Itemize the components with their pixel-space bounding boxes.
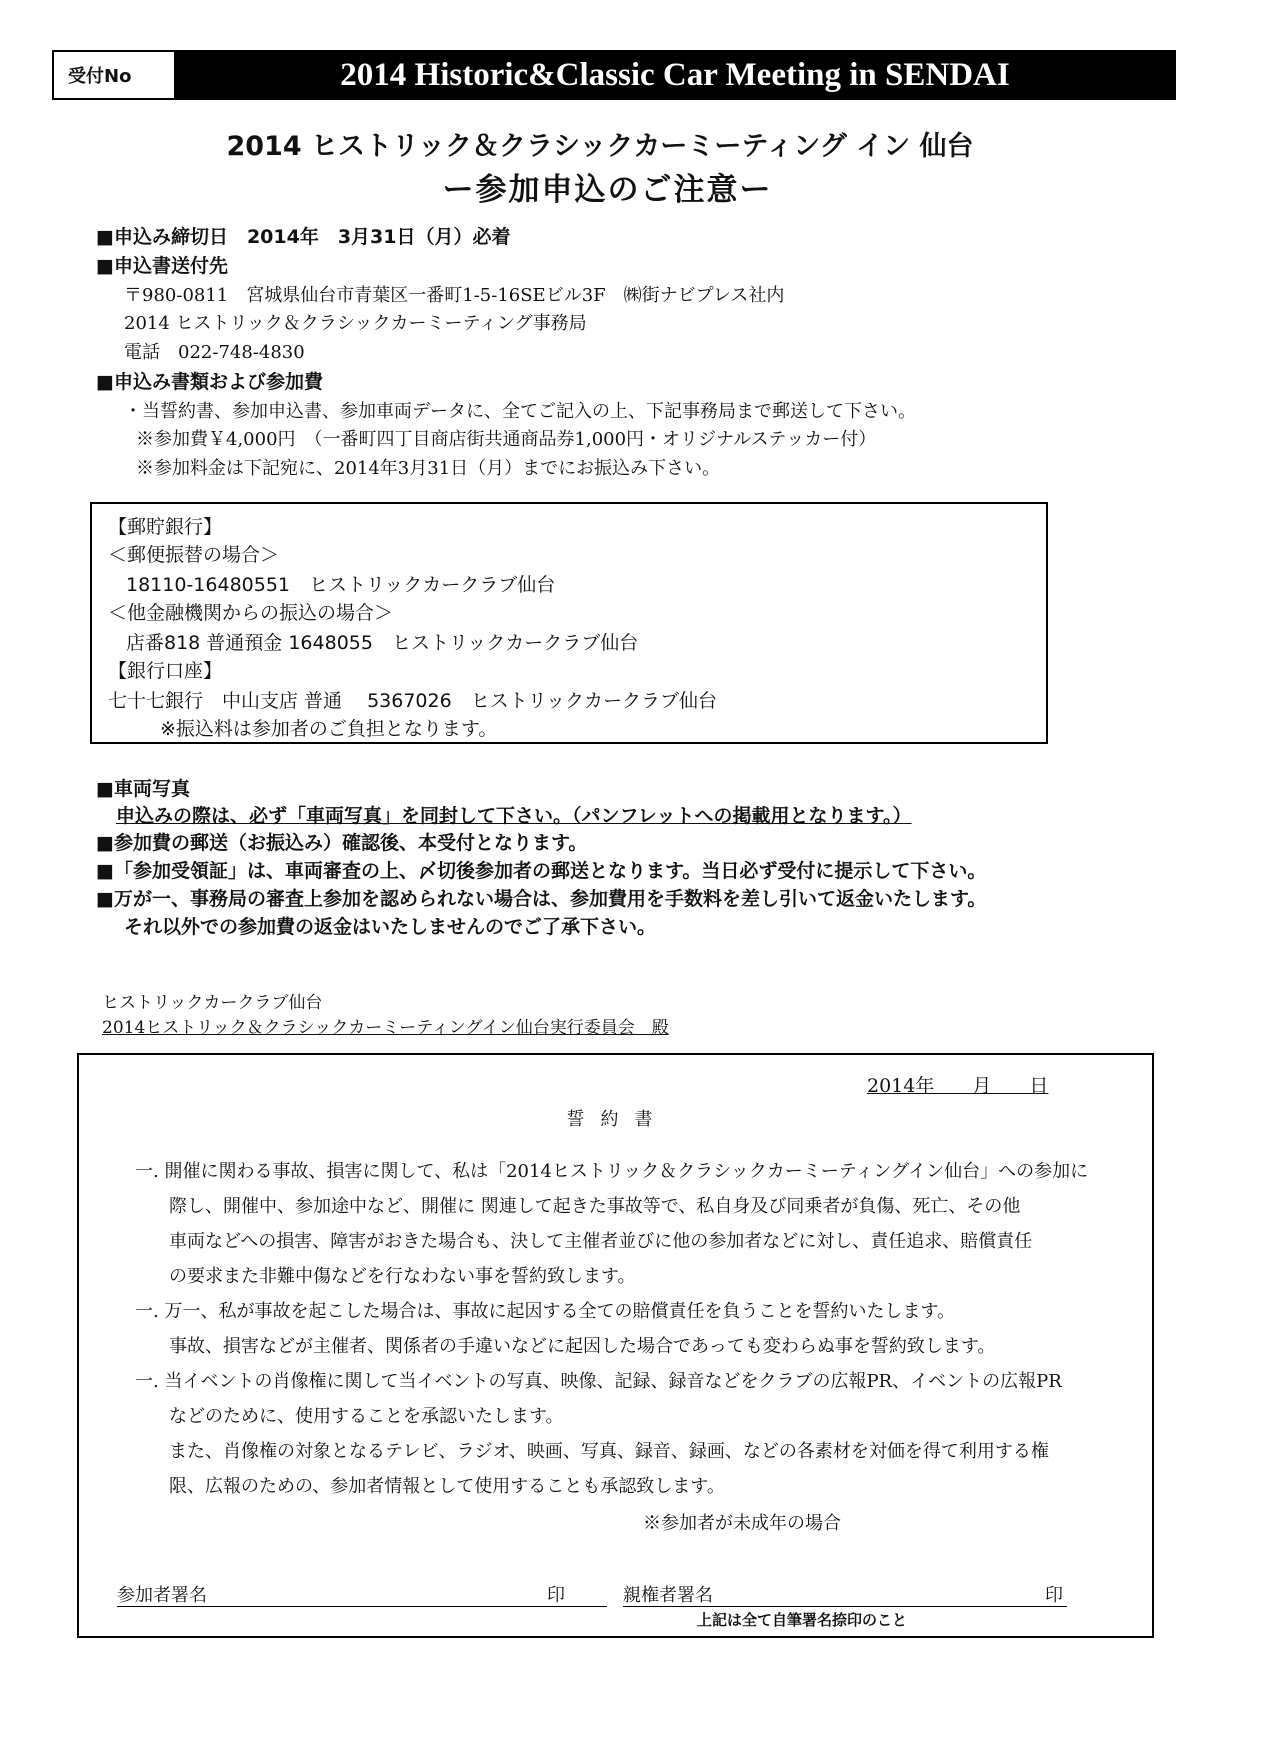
pledge-form [77,1053,1154,1638]
pledge-clause-1-line-3: 車両などへの損害、障害がおきた場合も、決して主催者並びに他の参加者などに対し、責任追求、賠償責任 [169,1231,1033,1252]
pledge-clause-3-line-3: また、肖像権の対象となるテレビ、ラジオ、映画、写真、録音、録画、などの各素材を対価を得て利用する権 [169,1441,1049,1462]
postal-bank-heading: 【郵貯銀行】 [108,516,223,538]
pledge-clause-2-line-1: 一. 万一、私が事故を起こした場合は、事故に起因する全ての賠償責任を負うことを誓約いたします。 [135,1301,955,1322]
other-institution-account: 店番818 普通預金 1648055 ヒストリックカークラブ仙台 [126,632,639,654]
participant-signature-field[interactable] [117,1605,607,1607]
postal-transfer-account: 18110-16480551 ヒストリックカークラブ仙台 [126,574,556,596]
payment-deadline-line: ※参加料金は下記宛に、2014年3月31日（月）までにお振込み下さい。 [136,458,721,479]
pledge-clause-3-line-1: 一. 当イベントの肖像権に関して当イベントの写真、映像、記録、録音などをクラブの広報PR、イベントの広報PR [135,1371,1062,1392]
guardian-seal: 印 [1045,1585,1063,1606]
minor-note: ※参加者が未成年の場合 [643,1513,841,1534]
deadline-text: ■申込み締切日 2014年 3月31日（月）必着 [96,226,511,248]
vehicle-photo-heading: ■車両写真 [96,778,190,800]
addressee-committee: 2014ヒストリック＆クラシックカーミーティングイン仙台実行委員会 殿 [102,1018,669,1038]
pledge-clause-3-line-4: 限、広報のための、参加者情報として使用することも承認致します。 [169,1476,725,1497]
address-heading: ■申込書送付先 [96,255,228,277]
pledge-clause-1-line-4: の要求また非難中傷などを行なわない事を誓約致します。 [169,1266,636,1287]
addressee-club: ヒストリックカークラブ仙台 [102,993,323,1013]
address-line-2: 2014 ヒストリック＆クラシックカーミーティング事務局 [124,313,587,334]
pledge-clause-3-line-2: などのために、使用することを承認いたします。 [169,1406,564,1427]
transfer-fee-note: ※振込料は参加者のご負担となります。 [160,718,498,740]
documents-line-1: ・当誓約書、参加申込書、参加車両データに、全てご記入の上、下記事務局まで郵送して下さい。 [124,401,916,422]
fee-line: ※参加費￥4,000円 （一番町四丁目商店街共通商品券1,000円・オリジナルステッカー付） [136,429,877,450]
event-title-en: 2014 Historic&Classic Car Meeting in SENDAI [340,57,1010,93]
pledge-title: 誓約書 [566,1109,669,1130]
signature-footer-note: 上記は全て自筆署名捺印のこと [697,1611,908,1629]
address-line-1: 〒980-0811 宮城県仙台市青葉区一番町1-5-16SEビル3F ㈱街ナビプレス社内 [124,285,785,306]
bank-account-details: 七十七銀行 中山支店 普通 5367026 ヒストリックカークラブ仙台 [108,690,717,712]
note-refund: ■万が一、事務局の審査上参加を認められない場合は、参加費用を手数料を差し引いて返金いたします。 [96,888,987,910]
other-institution-heading: ＜他金融機関からの振込の場合＞ [108,602,394,624]
guardian-signature-label: 親権者署名 [623,1585,713,1606]
receipt-number-label: 受付No [54,52,176,98]
bank-account-heading: 【銀行口座】 [108,660,223,682]
note-payment-confirm: ■参加費の郵送（お振込み）確認後、本受付となります。 [96,832,588,854]
note-no-refund: それ以外での参加費の返金はいたしませんのでご了承下さい。 [124,916,657,938]
pledge-clause-1-line-2: 際し、開催中、参加途中など、開催に 関連して起きた事故等で、私自身及び同乗者が負傷、死亡、その他 [169,1196,1021,1217]
vehicle-photo-text: 申込みの際は、必ず「車両写真」を同封して下さい。（パンフレットへの掲載用となります。） [116,805,912,827]
guardian-signature-field[interactable] [623,1605,1067,1607]
pledge-clause-2-line-2: 事故、損害などが主催者、関係者の手違いなどに起因した場合であっても変わらぬ事を誓約致します。 [169,1336,996,1357]
event-title-jp: 2014 ヒストリック＆クラシックカーミーティング イン 仙台 [226,131,974,162]
participant-seal: 印 [547,1585,565,1606]
participant-signature-label: 参加者署名 [117,1585,207,1606]
pledge-date[interactable]: 2014年 月 日 [867,1075,1049,1097]
bank-info-box [90,502,1048,744]
page-subtitle: ー参加申込のご注意ー [442,172,773,208]
pledge-clause-1-line-1: 一. 開催に関わる事故、損害に関して、私は「2014ヒストリック＆クラシックカーミーティングイン仙台」への参加に [135,1161,1089,1182]
documents-heading: ■申込み書類および参加費 [96,371,323,393]
note-receipt-certificate: ■「参加受領証」は、車両審査の上、〆切後参加者の郵送となります。当日必ず受付に提示して下さい。 [96,860,987,882]
address-phone: 電話 022-748-4830 [124,342,305,363]
header-bar [52,50,1176,100]
postal-transfer-heading: ＜郵便振替の場合＞ [108,544,280,566]
